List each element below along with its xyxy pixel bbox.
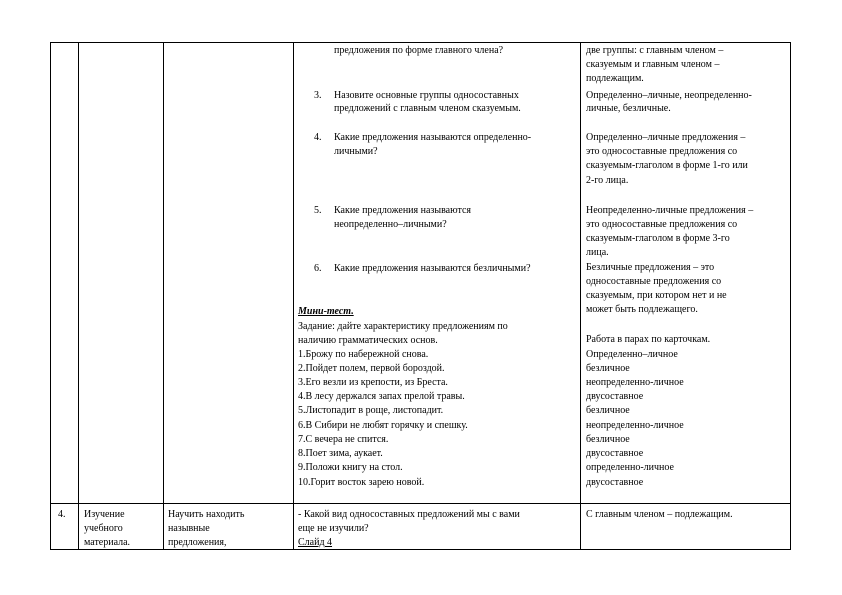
test-sentence-8: 8.Поет зима, аукает. [298,448,383,459]
answer-5-line-4: лица. [586,247,609,258]
question-5-number: 5. [314,205,322,216]
answer-6-line-4: может быть подлежащего. [586,304,698,315]
answer-4-line-2: это односоставные предложения со [586,146,738,157]
table-border-bottom [50,549,791,550]
answer-5-line-1: Неопределенно-личные предложения – [586,205,754,216]
test-answer-9: определенно-личное [586,462,674,473]
row-4-goal-line-1: Научить находить [168,509,245,520]
answer-2-line-1: две группы: с главным членом – [586,45,724,56]
test-sentence-10: 10.Горит восток зарею новой. [298,477,425,488]
answer-3-line-2: личные, безличные. [586,103,671,114]
question-6-number: 6. [314,263,322,274]
lesson-plan-table [50,42,791,550]
pair-work-note: Работа в парах по карточкам. [586,334,711,345]
test-sentence-3: 3.Его везли из крепости, из Бреста. [298,377,448,388]
test-sentence-2: 2.Пойдет полем, первой бороздой. [298,363,445,374]
question-3-line-1: Назовите основные группы односоставных [334,90,519,101]
table-border-top [50,42,791,43]
column-divider-3 [293,42,294,550]
question-5-line-1: Какие предложения называются [334,205,471,216]
test-sentence-9: 9.Положи книгу на стол. [298,462,403,473]
row-4-stage-line-1: Изучение [84,509,125,520]
slide-reference: Слайд 4 [298,537,333,548]
column-divider-4 [580,42,581,550]
answer-6-line-2: односоставные предложения со [586,276,722,287]
answer-3-line-1: Определенно–личные, неопределенно- [586,90,752,101]
column-divider-1 [78,42,79,550]
test-answer-6: неопределенно-личное [586,420,684,431]
question-6-text: Какие предложения называются безличными? [334,263,531,274]
answer-2-line-2: сказуемым и главным членом – [586,59,720,70]
question-5-line-2: неопределенно–личными? [334,219,447,230]
row-4-question-line-1: - Какой вид односоставных предложений мы с вами [298,509,520,520]
answer-5-line-2: это односоставные предложения со [586,219,738,230]
table-border-right [790,42,791,550]
test-sentence-1: 1.Брожу по набережной снова. [298,349,429,360]
question-4-number: 4. [314,132,322,143]
question-3-number: 3. [314,90,322,101]
test-sentence-7: 7.С вечера не спится. [298,434,389,445]
test-sentence-5: 5.Листопадит в роще, листопадит. [298,405,444,416]
test-answer-1: Определенно–личное [586,349,678,360]
row-4-answer: С главным членом – подлежащим. [586,509,733,520]
row-4-goal-line-2: назывные [168,523,210,534]
test-answer-5: безличное [586,405,630,416]
row-4-number: 4. [58,509,66,520]
row-4-stage-line-3: материала. [84,537,131,548]
question-4-line-2: личными? [334,146,378,157]
row-4-goal-line-3: предложения, [168,537,227,548]
answer-6-line-3: сказуемым, при котором нет и не [586,290,727,301]
row-4-stage-line-2: учебного [84,523,123,534]
test-sentence-6: 6.В Сибири не любят горячку и спешку. [298,420,468,431]
mini-test-title: Мини-тест. [298,306,354,317]
row-4-question-line-2: еще не изучили? [298,523,369,534]
answer-4-line-3: сказуемым-глаголом в форме 1-го или [586,160,748,171]
task-line-1: Задание: дайте характеристику предложениям по [298,321,508,332]
task-line-2: наличию грамматических основ. [298,335,438,346]
test-sentence-4: 4.В лесу держался запах прелой травы. [298,391,465,402]
answer-5-line-3: сказуемым-глаголом в форме 3-го [586,233,730,244]
test-answer-7: безличное [586,434,630,445]
answer-4-line-4: 2-го лица. [586,175,629,186]
test-answer-4: двусоставное [586,391,644,402]
question-3-line-2: предложений с главным членом сказуемым. [334,103,521,114]
column-divider-2 [163,42,164,550]
answer-6-line-1: Безличные предложения – это [586,262,715,273]
test-answer-2: безличное [586,363,630,374]
question-4-line-1: Какие предложения называются определенно- [334,132,532,143]
test-answer-3: неопределенно-личное [586,377,684,388]
question-2-tail: предложения по форме главного члена? [334,45,504,56]
table-border-left [50,42,51,550]
answer-2-line-3: подлежащим. [586,73,644,84]
test-answer-8: двусоставное [586,448,644,459]
test-answer-10: двусоставное [586,477,644,488]
answer-4-line-1: Определенно–личные предложения – [586,132,746,143]
row-divider [50,503,791,504]
